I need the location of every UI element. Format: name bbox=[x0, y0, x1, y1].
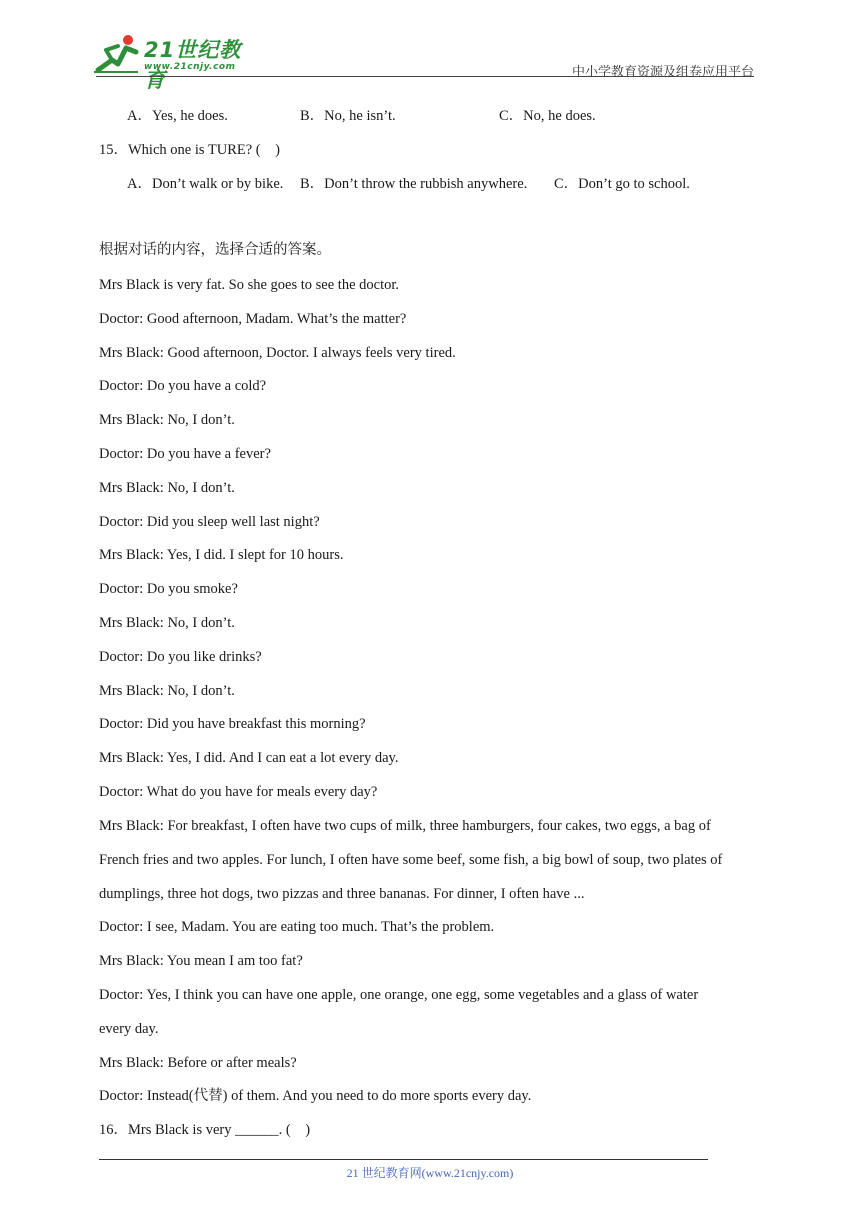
passage-line: Doctor: I see, Madam. You are eating too much. That’s the problem. bbox=[99, 919, 495, 935]
passage-line: Doctor: Do you like drinks? bbox=[99, 649, 262, 665]
passage-line: Doctor: Did you sleep well last night? bbox=[99, 514, 320, 530]
q16-question: 16．Mrs Black is very ______. ( ) bbox=[99, 1122, 311, 1138]
passage-line: Doctor: Do you have a fever? bbox=[99, 446, 271, 462]
passage-line: Mrs Black: No, I don’t. bbox=[99, 615, 235, 631]
passage-line: Doctor: Instead(代替) of them. And you need to do more sports every day. bbox=[99, 1088, 532, 1104]
passage-line: dumplings, three hot dogs, two pizzas and three bananas. For dinner, I often have ... bbox=[99, 886, 585, 902]
passage-line: Mrs Black is very fat. So she goes to see the doctor. bbox=[99, 277, 400, 293]
q15-question: 15．Which one is TURE? ( ) bbox=[99, 142, 280, 158]
q14-option-c: C．No, he does. bbox=[499, 108, 596, 124]
passage-line: Mrs Black: Before or after meals? bbox=[99, 1055, 297, 1071]
runner-logo-icon bbox=[92, 34, 142, 74]
logo-text: 21世纪教育 bbox=[144, 38, 242, 92]
passage-line: Doctor: Do you smoke? bbox=[99, 581, 238, 597]
passage-line: Doctor: Did you have breakfast this morning? bbox=[99, 716, 366, 732]
passage-line: Doctor: Do you have a cold? bbox=[99, 378, 267, 394]
q14-option-b: B．No, he isn’t. bbox=[300, 108, 396, 124]
passage-line: Mrs Black: Good afternoon, Doctor. I always feels very tired. bbox=[99, 345, 456, 361]
passage-line: Doctor: What do you have for meals every day? bbox=[99, 784, 378, 800]
passage-line: Mrs Black: No, I don’t. bbox=[99, 683, 235, 699]
q15-option-a: A．Don’t walk or by bike. bbox=[127, 176, 284, 192]
passage-line: Mrs Black: Yes, I did. And I can eat a lot every day. bbox=[99, 750, 399, 766]
passage-line: Mrs Black: No, I don’t. bbox=[99, 480, 235, 496]
q15-option-c: C．Don’t go to school. bbox=[554, 176, 690, 192]
header-platform-text: 中小学教育资源及组卷应用平台 bbox=[571, 64, 754, 79]
q14-option-a: A．Yes, he does. bbox=[127, 108, 228, 124]
passage-line: every day. bbox=[99, 1021, 159, 1037]
q15-option-b: B．Don’t throw the rubbish anywhere. bbox=[300, 176, 528, 192]
footer-site-text: 21 世纪教育网(www.21cnjy.com) bbox=[346, 1166, 514, 1180]
passage-line: Mrs Black: For breakfast, I often have two cups of milk, three hamburgers, four cakes, two eggs, a bag of bbox=[99, 818, 711, 834]
passage-line: Doctor: Yes, I think you can have one apple, one orange, one egg, some vegetables and a glass of water bbox=[99, 987, 699, 1003]
header-divider bbox=[96, 76, 754, 77]
passage-line: French fries and two apples. For lunch, I often have some beef, some fish, a big bowl of soup, two plates of bbox=[99, 852, 723, 868]
site-logo bbox=[92, 34, 262, 92]
page-header bbox=[0, 0, 860, 92]
passage-instruction: 根据对话的内容，选择合适的答案。 bbox=[99, 242, 331, 258]
passage-line: Mrs Black: You mean I am too fat? bbox=[99, 953, 303, 969]
passage-line: Mrs Black: Yes, I did. I slept for 10 hours. bbox=[99, 547, 344, 563]
logo-url: www.21cnjy.com bbox=[144, 62, 236, 72]
passage-line: Mrs Black: No, I don’t. bbox=[99, 412, 235, 428]
passage-line: Doctor: Good afternoon, Madam. What’s the matter? bbox=[99, 311, 407, 327]
footer-divider bbox=[99, 1159, 708, 1160]
